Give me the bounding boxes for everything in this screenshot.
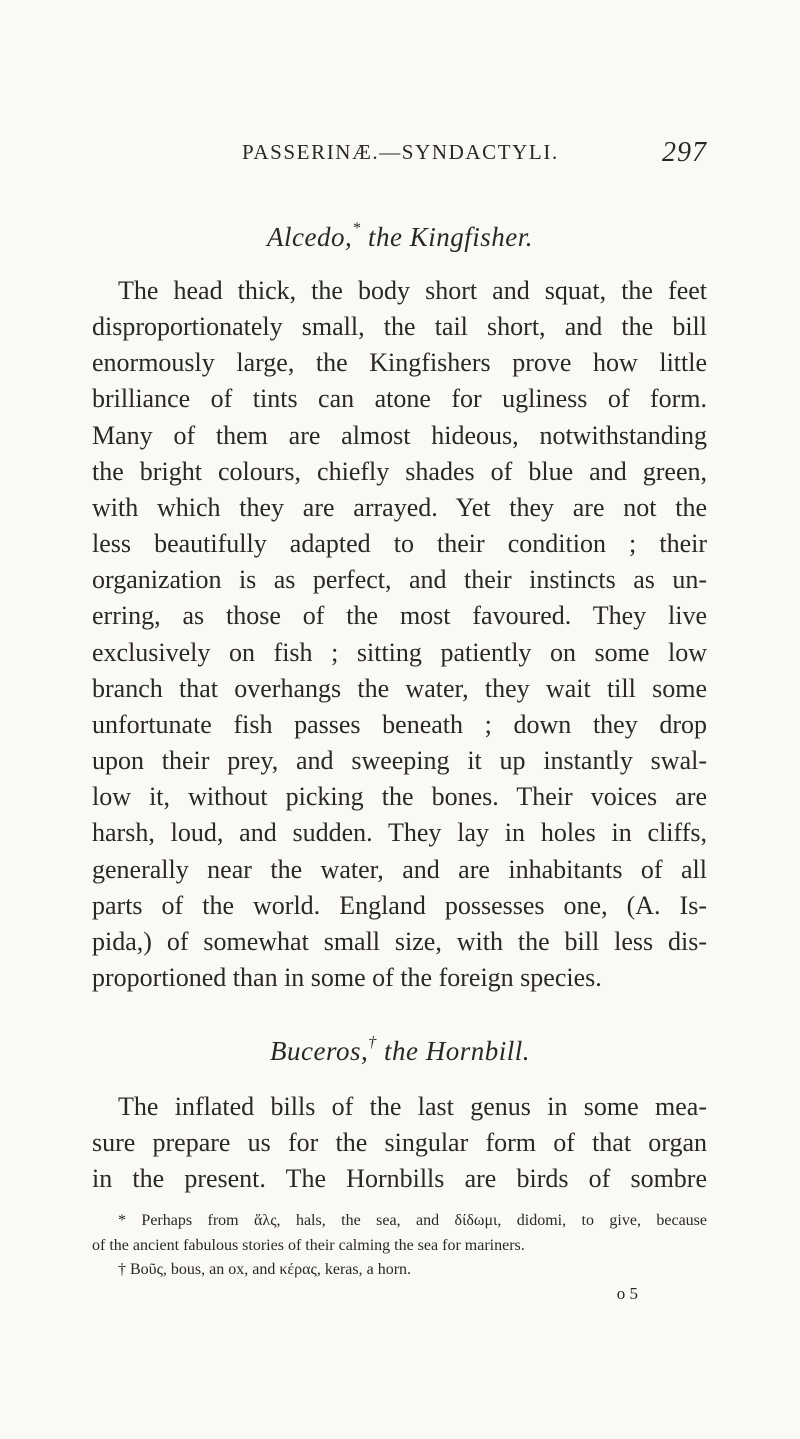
text-line: disproportionately small, the tail short, and the bill	[92, 312, 707, 342]
text-line: organization is as perfect, and their instincts as un-	[92, 565, 707, 595]
text-line: harsh, loud, and sudden. They lay in holes in cliffs,	[92, 818, 707, 848]
text-line: sure prepare us for the singular form of that organ	[92, 1128, 707, 1158]
running-head	[0, 137, 800, 170]
footnotes	[92, 1209, 707, 1283]
section-heading-hornbill	[0, 1036, 800, 1067]
text-line: branch that overhangs the water, they wait till some	[92, 673, 707, 703]
text-line: The head thick, the body short and squat, the feet	[118, 276, 707, 305]
heading-common-name: the Hornbill.	[376, 1036, 530, 1066]
hornbill-paragraph	[92, 1089, 707, 1197]
text-line: parts of the world. England possesses one, (A. Is-	[92, 890, 707, 920]
text-line: proportioned than in some of the foreign species.	[92, 962, 602, 992]
text-line: The inflated bills of the last genus in some mea-	[118, 1092, 707, 1121]
text-line: less beautifully adapted to their condition ; their	[92, 529, 707, 559]
text-line: with which they are arrayed. Yet they are not the	[92, 492, 707, 522]
footnote-line: * Perhaps from ἅλς, hals, the sea, and δίδωμι, didomi, to give, because	[118, 1212, 707, 1229]
page-number: 297	[662, 137, 707, 168]
heading-genus: Alcedo,	[267, 222, 353, 252]
text-line: generally near the water, and are inhabitants of all	[92, 854, 707, 884]
text-line: exclusively on fish ; sitting patiently on some low	[92, 637, 707, 667]
text-line: brilliance of tints can atone for ugliness of form.	[92, 384, 707, 414]
running-head-title: PASSERINÆ.—SYNDACTYLI.	[242, 140, 559, 164]
text-line: Many of them are almost hideous, notwithstanding	[92, 420, 707, 450]
heading-common-name: the Kingfisher.	[360, 222, 533, 252]
footnote-mark: *	[352, 220, 361, 237]
footnote-line: † Βοῦς, bous, an ox, and κέρας, keras, a horn.	[118, 1261, 412, 1278]
text-line: erring, as those of the most favoured. They live	[92, 601, 707, 631]
text-line: pida,) of somewhat small size, with the bill less dis-	[92, 926, 707, 956]
footnote-mark: †	[368, 1034, 377, 1051]
footnote-line: of the ancient fabulous stories of their calming the sea for mariners.	[92, 1236, 525, 1254]
text-line: unfortunate fish passes beneath ; down they drop	[92, 709, 707, 739]
text-line: the bright colours, chiefly shades of blue and green,	[92, 456, 707, 486]
text-line: upon their prey, and sweeping it up instantly swal-	[92, 746, 707, 776]
section-heading-kingfisher	[0, 222, 800, 253]
text-line: enormously large, the Kingfishers prove how little	[92, 348, 707, 378]
signature-mark: o 5	[616, 1284, 638, 1303]
kingfisher-paragraph	[92, 273, 707, 996]
heading-genus: Buceros,	[270, 1036, 369, 1066]
text-line: in the present. The Hornbills are birds of sombre	[92, 1164, 707, 1194]
text-line: low it, without picking the bones. Their voices are	[92, 782, 707, 812]
